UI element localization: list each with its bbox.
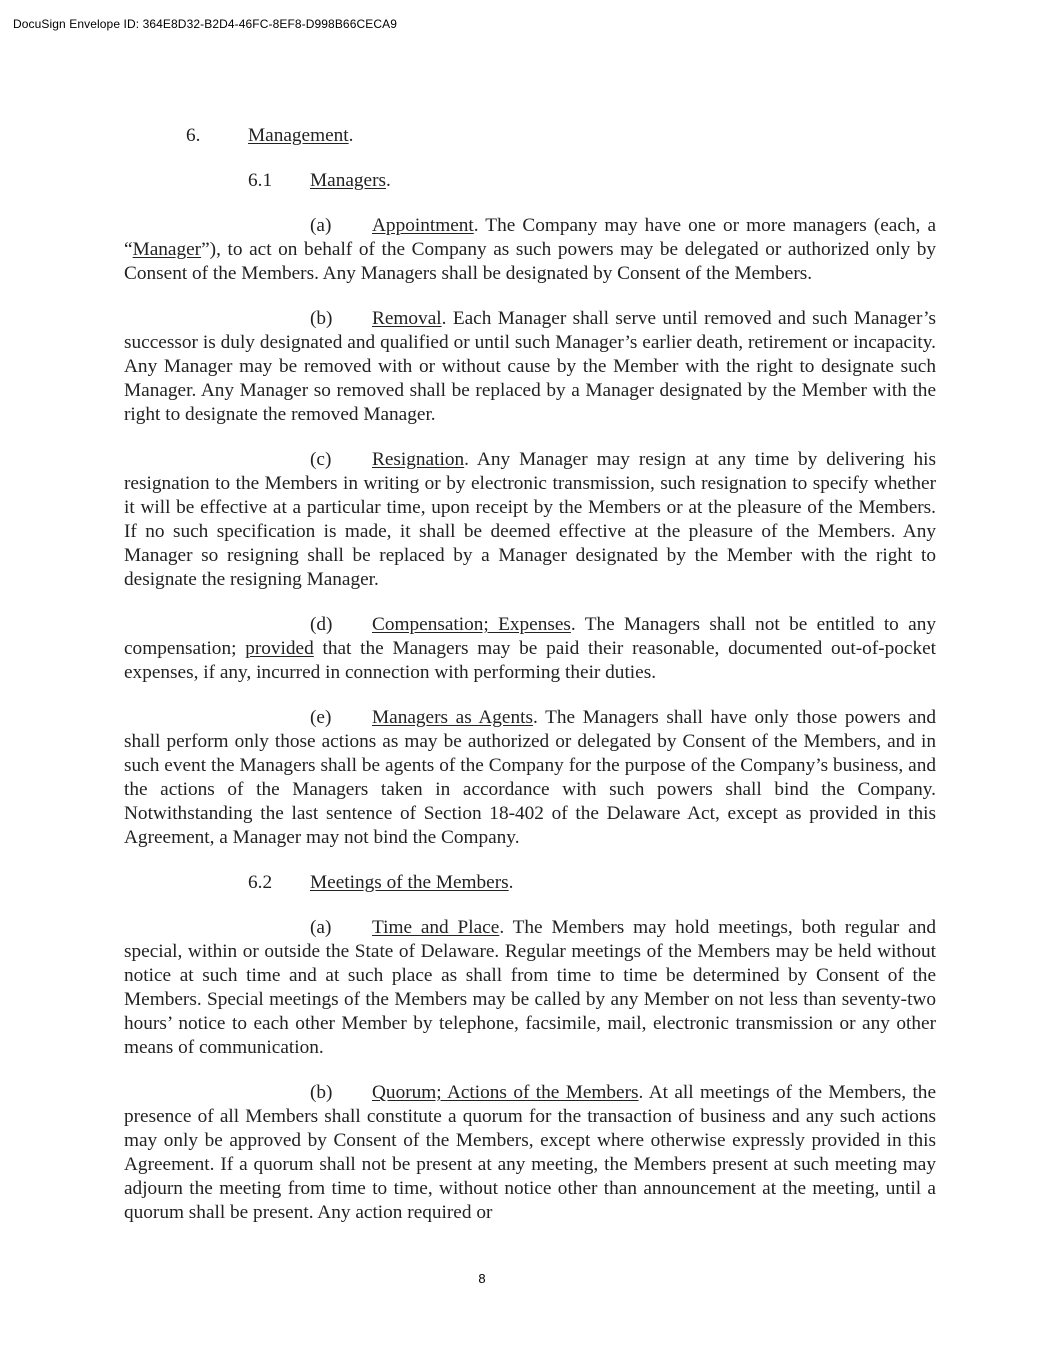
- paragraph-heading: Appointment: [372, 215, 474, 236]
- paragraph-quorum: [124, 1081, 936, 1225]
- paragraph-text: ”), to act on behalf of the Company as such powers may be delegated or authorized only by Consent of the Members. Any Managers shall be designated by Consent of the Members.: [124, 239, 936, 284]
- paragraph-appointment: [124, 214, 936, 286]
- paragraph-compensation: [124, 613, 936, 685]
- paragraph-tag: (d): [310, 614, 333, 635]
- section-6-heading: 6. Management.: [186, 125, 354, 146]
- paragraph-tag: (b): [310, 1082, 333, 1103]
- paragraph-managers-as-agents: [124, 706, 936, 850]
- subsection-number: 6.1: [248, 170, 273, 191]
- paragraph-text: that the Managers may be paid their reasonable, documented out-of-pocket expenses, if any, incurred in connection with performing their duties.: [124, 638, 936, 683]
- paragraph-text: . Any Manager may resign at any time by delivering his resignation to the Members in writing or by electronic transmission, such resignation to specify whether it will be effective at a particular time, upon receipt by the Members or at the pleasure of the Members. If no such specification is made, it shall be deemed effective at the pleasure of the Members. Any Manager so resigning shall be replaced by a Manager designated by the Member with the right to designate the resigning Manager.: [124, 449, 936, 590]
- paragraph-tag: (c): [310, 449, 332, 470]
- docusign-envelope-id: DocuSign Envelope ID: 364E8D32-B2D4-46FC-8EF8-D998B66CECA9: [13, 17, 397, 31]
- paragraph-tag: (a): [310, 917, 332, 938]
- paragraph-resignation: [124, 448, 936, 592]
- section-number: 6.: [186, 125, 201, 146]
- section-title: Management: [248, 125, 349, 146]
- paragraph-tag: (e): [310, 707, 332, 728]
- paragraph-removal: [124, 307, 936, 427]
- paragraph-time-and-place: [124, 916, 936, 1060]
- paragraph-heading: Quorum; Actions of the Members: [372, 1082, 639, 1103]
- subsection-6-2-heading: 6.2 Meetings of the Members.: [248, 872, 514, 893]
- paragraph-heading: Compensation; Expenses: [372, 614, 571, 635]
- paragraph-heading: Removal: [372, 308, 442, 329]
- paragraph-heading: Resignation: [372, 449, 465, 470]
- paragraph-text: . The Company may have one or more managers (each, a “: [124, 215, 936, 260]
- page-number: 8: [478, 1271, 486, 1286]
- defined-term: provided: [245, 638, 314, 659]
- document-body: [124, 124, 936, 1246]
- paragraph-text: . At all meetings of the Members, the presence of all Members shall constitute a quorum for the transaction of business and any such actions may only be approved by Consent of the Members, except where otherwise expressly provided in this Agreement. If a quorum shall not be present at any meeting, the Members present at such meeting may adjourn the meeting from time to time, without notice other than announcement at the meeting, until a quorum shall be present. Any action required or: [124, 1082, 937, 1223]
- subsection-6-1-heading: 6.1 Managers.: [248, 170, 391, 191]
- paragraph-text: . The Managers shall not be entitled to any compensation;: [124, 614, 936, 659]
- paragraph-text: . The Members may hold meetings, both regular and special, within or outside the State of Delaware. Regular meetings of the Members may be held without notice at such time and at such place as shall from time to time be determined by Consent of the Members. Special meetings of the Members may be called by any Member on not less than seventy-two hours’ notice to each other Member by telephone, facsimile, mail, electronic transmission or any other means of communication.: [124, 917, 936, 1058]
- paragraph-heading: Managers as Agents: [372, 707, 533, 728]
- paragraph-tag: (a): [310, 215, 332, 236]
- paragraph-tag: (b): [310, 308, 333, 329]
- paragraph-text: . Each Manager shall serve until removed and such Manager’s successor is duly designated and qualified or until such Manager’s earlier death, retirement or incapacity. Any Manager may be removed with or without cause by the Member with the right to designate such Manager. Any Manager so removed shall be replaced by a Manager designated by the Member with the right to designate the removed Manager.: [124, 308, 936, 425]
- subsection-title: Managers: [310, 170, 387, 191]
- defined-term: Manager: [132, 239, 202, 260]
- subsection-number: 6.2: [248, 872, 273, 893]
- subsection-title: Meetings of the Members: [310, 872, 509, 893]
- paragraph-heading: Time and Place: [372, 917, 500, 938]
- paragraph-text: . The Managers shall have only those powers and shall perform only those actions as may be authorized or delegated by Consent of the Members, and in such event the Managers shall be agents of the Company for the purpose of the Company’s business, and the actions of the Managers taken in accordance with such powers shall bind the Company. Notwithstanding the last sentence of Section 18-402 of the Delaware Act, except as provided in this Agreement, a Manager may not bind the Company.: [124, 707, 936, 848]
